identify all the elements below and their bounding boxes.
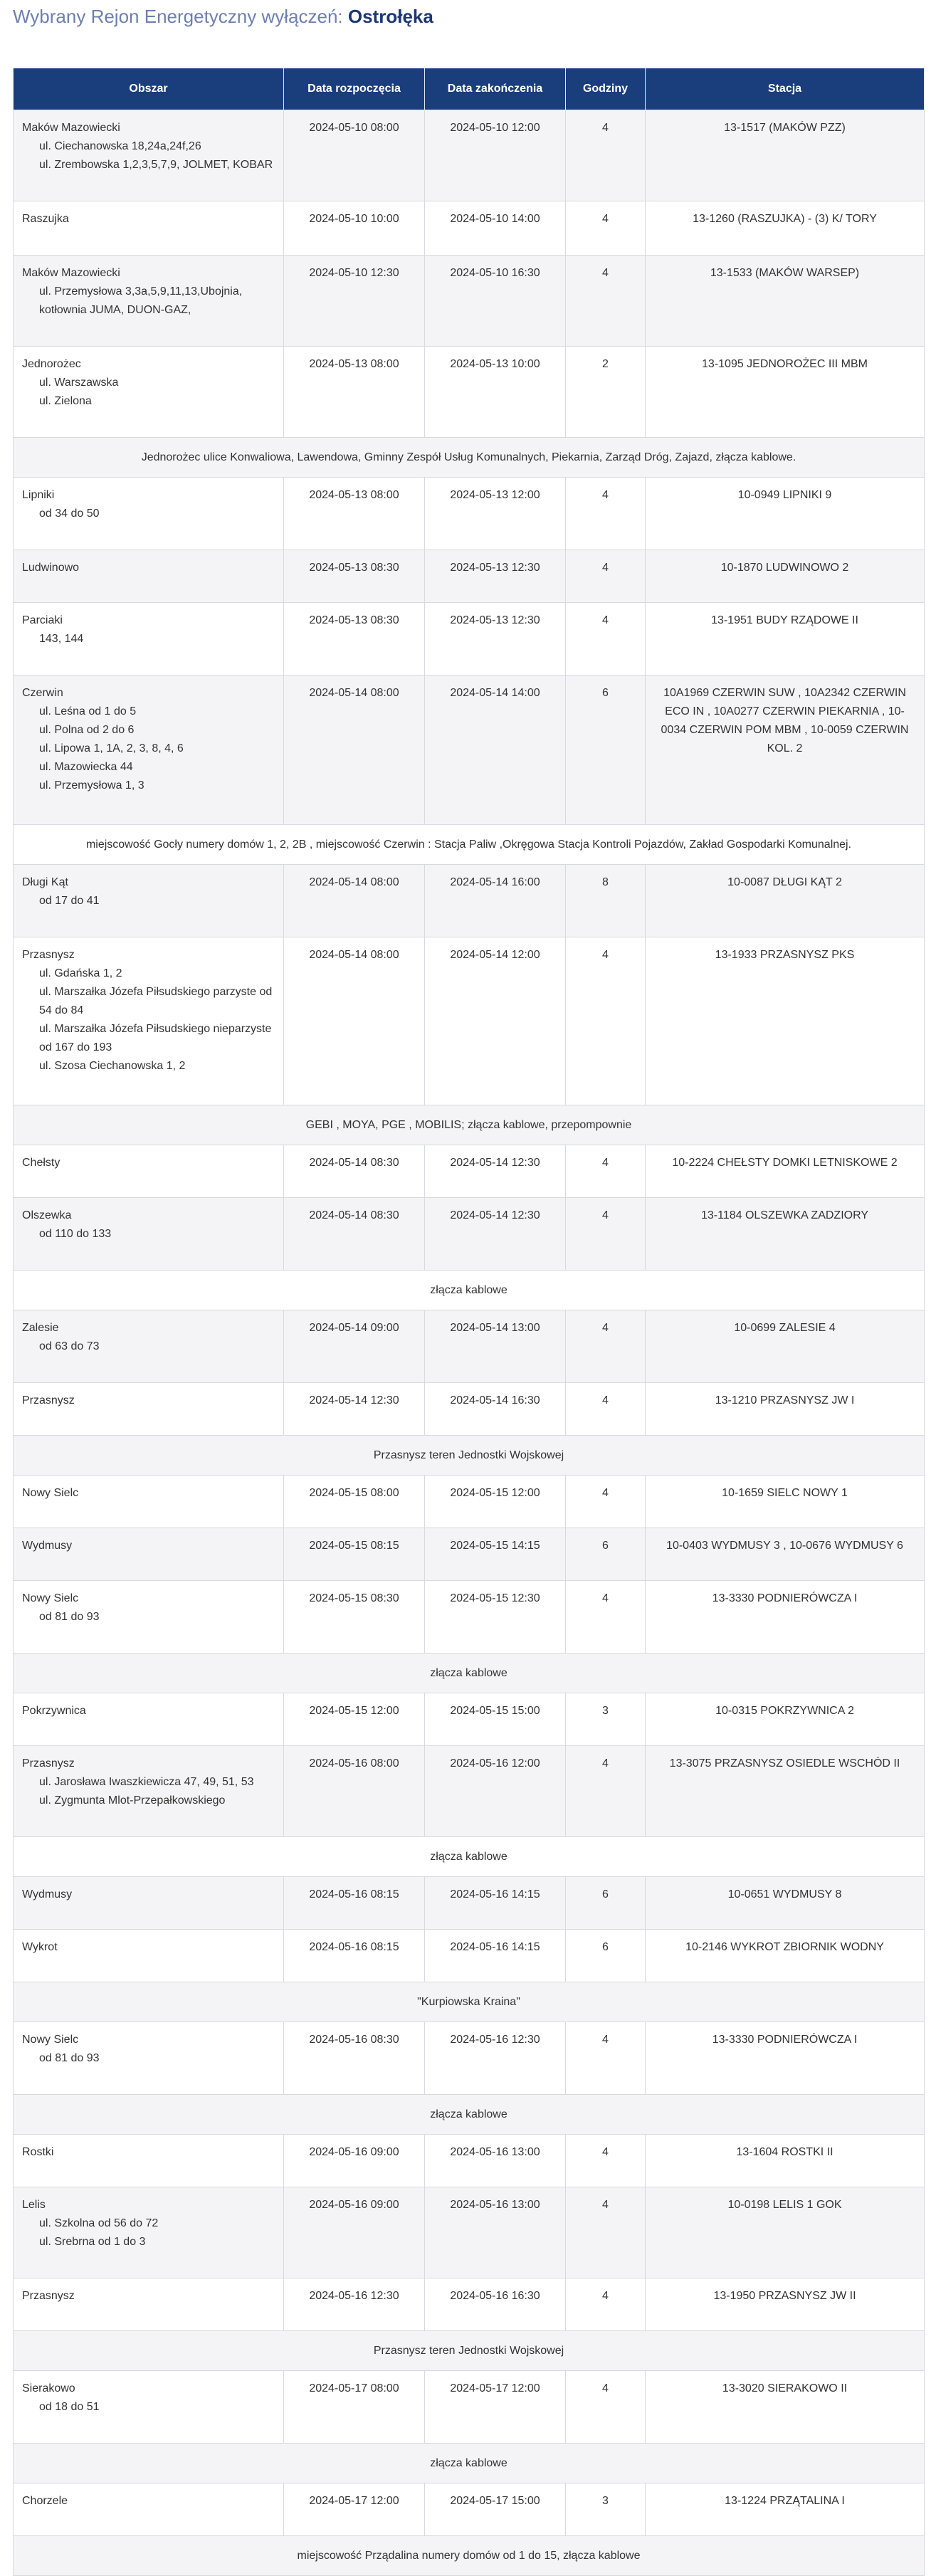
end-date-cell: 2024-05-10 14:00	[425, 201, 566, 256]
start-date-cell: 2024-05-10 10:00	[284, 201, 425, 256]
station-cell: 13-3020 SIERAKOWO II	[646, 2371, 925, 2444]
end-date-cell: 2024-05-14 14:00	[425, 675, 566, 825]
street-line: ul. Lipowa 1, 1A, 2, 3, 8, 4, 6	[39, 742, 184, 755]
table-row	[14, 347, 925, 438]
note-cell: GEBI , MOYA, PGE , MOBILIS; złącza kablowe, przepompownie	[14, 1105, 925, 1145]
table-row	[14, 2135, 925, 2187]
start-date-cell: 2024-05-17 12:00	[284, 2483, 425, 2536]
table-note-row	[14, 825, 925, 865]
area-cell	[14, 2483, 284, 2536]
area-cell	[14, 256, 284, 347]
start-date-cell: 2024-05-14 09:00	[284, 1310, 425, 1383]
table-note-row	[14, 438, 925, 478]
street-line: od 63 do 73	[39, 1340, 100, 1352]
end-date-cell: 2024-05-10 12:00	[425, 110, 566, 201]
start-date-cell: 2024-05-10 12:30	[284, 256, 425, 347]
start-date-cell: 2024-05-10 08:00	[284, 110, 425, 201]
area-cell	[14, 550, 284, 603]
street-line: ul. Srebrna od 1 do 3	[39, 2236, 146, 2248]
hours-cell: 4	[566, 2371, 646, 2444]
area-name: Długi Kąt	[22, 876, 68, 888]
start-date-cell: 2024-05-16 08:15	[284, 1877, 425, 1930]
hours-cell: 4	[566, 1476, 646, 1528]
area-name: Maków Mazowiecki	[22, 122, 120, 134]
street-line: od 18 do 51	[39, 2401, 100, 2413]
hours-cell: 4	[566, 2187, 646, 2278]
area-cell	[14, 1145, 284, 1198]
table-row	[14, 603, 925, 675]
area-name: Czerwin	[22, 687, 63, 699]
area-cell	[14, 603, 284, 675]
column-header-hours[interactable]: Godziny	[566, 68, 646, 110]
hours-cell: 4	[566, 201, 646, 256]
area-name: Pokrzywnica	[22, 1705, 86, 1717]
street-line: ul. Zrembowska 1,2,3,5,7,9, JOLMET, KOBAR	[39, 159, 273, 171]
hours-cell: 4	[566, 478, 646, 550]
area-name: Sierakowo	[22, 2382, 75, 2394]
start-date-cell: 2024-05-16 12:30	[284, 2278, 425, 2331]
street-line: ul. Szkolna od 56 do 72	[39, 2217, 159, 2229]
start-date-cell: 2024-05-14 08:00	[284, 865, 425, 937]
hours-cell: 6	[566, 1930, 646, 1982]
start-date-cell: 2024-05-15 12:00	[284, 1693, 425, 1746]
station-cell: 13-3330 PODNIERÓWCZA I	[646, 2022, 925, 2095]
area-cell	[14, 865, 284, 937]
area-cell	[14, 201, 284, 256]
street-line: ul. Polna od 2 do 6	[39, 724, 135, 736]
street-line: ul. Gdańska 1, 2	[39, 967, 122, 979]
station-cell: 13-1950 PRZASNYSZ JW II	[646, 2278, 925, 2331]
start-date-cell: 2024-05-13 08:00	[284, 347, 425, 438]
start-date-cell: 2024-05-13 08:30	[284, 603, 425, 675]
hours-cell: 4	[566, 256, 646, 347]
hours-cell: 4	[566, 2278, 646, 2331]
table-row	[14, 1746, 925, 1837]
area-name: Wydmusy	[22, 1888, 73, 1901]
station-cell: 10-0315 POKRZYWNICA 2	[646, 1693, 925, 1746]
station-cell: 13-3075 PRZASNYSZ OSIEDLE WSCHÓD II	[646, 1746, 925, 1837]
region-name: Ostrołęka	[347, 6, 433, 27]
street-line: od 81 do 93	[39, 2052, 100, 2064]
area-name: Olszewka	[22, 1209, 72, 1221]
table-row	[14, 256, 925, 347]
table-note-row	[14, 2095, 925, 2135]
hours-cell: 4	[566, 1310, 646, 1383]
area-name: Przasnysz	[22, 1757, 75, 1770]
station-cell: 13-1260 (RASZUJKA) - (3) K/ TORY	[646, 201, 925, 256]
area-cell	[14, 2187, 284, 2278]
end-date-cell: 2024-05-16 14:15	[425, 1877, 566, 1930]
street-line: ul. Marszałka Józefa Piłsudskiego nieparzyste od 167 do 193	[39, 1023, 272, 1053]
table-row	[14, 550, 925, 603]
table-row	[14, 2022, 925, 2095]
table-note-row	[14, 2444, 925, 2483]
hours-cell: 4	[566, 603, 646, 675]
table-row	[14, 2371, 925, 2444]
table-row	[14, 110, 925, 201]
table-header-row	[14, 68, 925, 110]
end-date-cell: 2024-05-15 12:30	[425, 1581, 566, 1654]
area-name: Nowy Sielc	[22, 1487, 79, 1499]
table-row	[14, 865, 925, 937]
station-cell: 13-1210 PRZASNYSZ JW I	[646, 1383, 925, 1436]
table-note-row	[14, 1982, 925, 2022]
column-header-station[interactable]: Stacja	[646, 68, 925, 110]
station-cell: 10-0087 DŁUGI KĄT 2	[646, 865, 925, 937]
table-note-row	[14, 1436, 925, 1476]
table-note-row	[14, 1105, 925, 1145]
hours-cell: 6	[566, 1528, 646, 1581]
hours-cell: 2	[566, 347, 646, 438]
column-header-area[interactable]: Obszar	[14, 68, 284, 110]
area-cell	[14, 1930, 284, 1982]
area-name: Jednorożec	[22, 358, 81, 370]
end-date-cell: 2024-05-17 15:00	[425, 2483, 566, 2536]
note-cell: "Kurpiowska Kraina"	[14, 1982, 925, 2022]
area-name: Przasnysz	[22, 949, 75, 961]
area-name: Chorzele	[22, 2495, 68, 2507]
start-date-cell: 2024-05-14 08:30	[284, 1145, 425, 1198]
note-cell: złącza kablowe	[14, 2444, 925, 2483]
start-date-cell: 2024-05-16 09:00	[284, 2187, 425, 2278]
table-row	[14, 1693, 925, 1746]
end-date-cell: 2024-05-16 16:30	[425, 2278, 566, 2331]
street-line: 143, 144	[39, 633, 84, 645]
street-line: ul. Przemysłowa 1, 3	[39, 779, 144, 792]
street-line: ul. Marszałka Józefa Piłsudskiego parzyste od 54 do 84	[39, 986, 273, 1016]
hours-cell: 4	[566, 550, 646, 603]
table-row	[14, 2278, 925, 2331]
hours-cell: 4	[566, 1746, 646, 1837]
table-row	[14, 1528, 925, 1581]
hours-cell: 4	[566, 2022, 646, 2095]
note-cell: złącza kablowe	[14, 1271, 925, 1310]
start-date-cell: 2024-05-14 08:30	[284, 1198, 425, 1271]
table-note-row	[14, 2536, 925, 2576]
table-body	[14, 110, 925, 2576]
area-cell	[14, 1310, 284, 1383]
area-cell	[14, 2022, 284, 2095]
street-line: od 17 do 41	[39, 895, 100, 907]
area-name: Maków Mazowiecki	[22, 267, 120, 279]
street-line: ul. Ciechanowska 18,24a,24f,26	[39, 140, 201, 152]
area-cell	[14, 1693, 284, 1746]
table-row	[14, 937, 925, 1105]
table-row	[14, 1198, 925, 1271]
end-date-cell: 2024-05-15 12:00	[425, 1476, 566, 1528]
area-name: Przasnysz	[22, 2290, 75, 2302]
street-line: od 34 do 50	[39, 508, 100, 520]
station-cell: 13-1184 OLSZEWKA ZADZIORY	[646, 1198, 925, 1271]
street-line: od 81 do 93	[39, 1611, 100, 1623]
outages-table	[13, 68, 925, 2576]
area-name: Rostki	[22, 2146, 54, 2158]
table-row	[14, 1310, 925, 1383]
note-cell: Jednorożec ulice Konwaliowa, Lawendowa, Gminny Zespół Usług Komunalnych, Piekarnia, Zarząd Dróg, Zajazd, złącza kablowe.	[14, 438, 925, 478]
table-note-row	[14, 1271, 925, 1310]
start-date-cell: 2024-05-13 08:30	[284, 550, 425, 603]
start-date-cell: 2024-05-15 08:00	[284, 1476, 425, 1528]
table-row	[14, 1145, 925, 1198]
area-name: Nowy Sielc	[22, 2034, 79, 2046]
station-cell: 13-1604 ROSTKI II	[646, 2135, 925, 2187]
area-cell	[14, 1383, 284, 1436]
station-cell: 13-3330 PODNIERÓWCZA I	[646, 1581, 925, 1654]
station-cell: 10-1659 SIELC NOWY 1	[646, 1476, 925, 1528]
area-cell	[14, 1476, 284, 1528]
station-cell: 10-0198 LELIS 1 GOK	[646, 2187, 925, 2278]
note-cell: złącza kablowe	[14, 2095, 925, 2135]
table-row	[14, 1930, 925, 1982]
hours-cell: 4	[566, 1145, 646, 1198]
end-date-cell: 2024-05-14 12:30	[425, 1198, 566, 1271]
start-date-cell: 2024-05-15 08:15	[284, 1528, 425, 1581]
area-name: Wykrot	[22, 1941, 58, 1953]
street-line: ul. Szosa Ciechanowska 1, 2	[39, 1060, 186, 1072]
table-row	[14, 478, 925, 550]
table-row	[14, 1383, 925, 1436]
start-date-cell: 2024-05-14 08:00	[284, 937, 425, 1105]
hours-cell: 4	[566, 1198, 646, 1271]
note-cell: złącza kablowe	[14, 1837, 925, 1877]
area-cell	[14, 1528, 284, 1581]
table-row	[14, 1476, 925, 1528]
station-cell: 13-1933 PRZASNYSZ PKS	[646, 937, 925, 1105]
station-cell: 13-1533 (MAKÓW WARSEP)	[646, 256, 925, 347]
page-title	[13, 4, 433, 28]
table-row	[14, 1877, 925, 1930]
station-cell: 13-1517 (MAKÓW PZZ)	[646, 110, 925, 201]
street-line: ul. Zielona	[39, 395, 92, 407]
hours-cell: 4	[566, 110, 646, 201]
area-cell	[14, 478, 284, 550]
area-name: Zalesie	[22, 1322, 59, 1334]
area-cell	[14, 347, 284, 438]
station-cell: 13-1095 JEDNOROŻEC III MBM	[646, 347, 925, 438]
table-row	[14, 1581, 925, 1654]
area-name: Nowy Sielc	[22, 1592, 79, 1604]
end-date-cell: 2024-05-13 10:00	[425, 347, 566, 438]
hours-cell: 4	[566, 2135, 646, 2187]
start-date-cell: 2024-05-16 08:15	[284, 1930, 425, 1982]
area-cell	[14, 2135, 284, 2187]
street-line: ul. Leśna od 1 do 5	[39, 705, 137, 717]
end-date-cell: 2024-05-14 12:00	[425, 937, 566, 1105]
station-cell: 10-2224 CHEŁSTY DOMKI LETNISKOWE 2	[646, 1145, 925, 1198]
street-line: kotłownia JUMA, DUON-GAZ,	[39, 304, 191, 316]
hours-cell: 6	[566, 1877, 646, 1930]
station-cell: 10-2146 WYKROT ZBIORNIK WODNY	[646, 1930, 925, 1982]
note-cell: miejscowość Prządalina numery domów od 1 do 15, złącza kablowe	[14, 2536, 925, 2576]
end-date-cell: 2024-05-13 12:00	[425, 478, 566, 550]
hours-cell: 3	[566, 2483, 646, 2536]
table-note-row	[14, 1654, 925, 1693]
table-row	[14, 2483, 925, 2536]
end-date-cell: 2024-05-14 13:00	[425, 1310, 566, 1383]
street-line: ul. Jarosława Iwaszkiewicza 47, 49, 51, 53	[39, 1776, 254, 1788]
note-cell: Przasnysz teren Jednostki Wojskowej	[14, 1436, 925, 1476]
station-cell: 10A1969 CZERWIN SUW , 10A2342 CZERWIN ECO IN , 10A0277 CZERWIN PIEKARNIA , 10-0034 CZERWIN POM MBM , 10-0059 CZERWIN KOL. 2	[646, 675, 925, 825]
end-date-cell: 2024-05-16 13:00	[425, 2187, 566, 2278]
area-cell	[14, 1198, 284, 1271]
area-name: Raszujka	[22, 213, 69, 225]
start-date-cell: 2024-05-16 09:00	[284, 2135, 425, 2187]
hours-cell: 6	[566, 675, 646, 825]
start-date-cell: 2024-05-17 08:00	[284, 2371, 425, 2444]
start-date-cell: 2024-05-16 08:00	[284, 1746, 425, 1837]
area-cell	[14, 675, 284, 825]
street-line: ul. Warszawska	[39, 377, 119, 389]
hours-cell: 4	[566, 937, 646, 1105]
end-date-cell: 2024-05-16 13:00	[425, 2135, 566, 2187]
area-cell	[14, 1746, 284, 1837]
table-row	[14, 675, 925, 825]
title-prefix: Wybrany Rejon Energetyczny wyłączeń:	[13, 6, 343, 27]
table-note-row	[14, 1837, 925, 1877]
station-cell: 10-1870 LUDWINOWO 2	[646, 550, 925, 603]
start-date-cell: 2024-05-13 08:00	[284, 478, 425, 550]
end-date-cell: 2024-05-14 16:00	[425, 865, 566, 937]
note-cell: złącza kablowe	[14, 1654, 925, 1693]
end-date-cell: 2024-05-14 12:30	[425, 1145, 566, 1198]
street-line: ul. Mazowiecka 44	[39, 761, 133, 773]
end-date-cell: 2024-05-17 12:00	[425, 2371, 566, 2444]
end-date-cell: 2024-05-13 12:30	[425, 603, 566, 675]
table-note-row	[14, 2331, 925, 2371]
end-date-cell: 2024-05-16 12:00	[425, 1746, 566, 1837]
end-date-cell: 2024-05-10 16:30	[425, 256, 566, 347]
area-cell	[14, 1877, 284, 1930]
station-cell: 10-0403 WYDMUSY 3 , 10-0676 WYDMUSY 6	[646, 1528, 925, 1581]
column-header-end-date[interactable]: Data zakończenia	[425, 68, 566, 110]
area-cell	[14, 110, 284, 201]
end-date-cell: 2024-05-15 15:00	[425, 1693, 566, 1746]
hours-cell: 4	[566, 1383, 646, 1436]
hours-cell: 4	[566, 1581, 646, 1654]
station-cell: 13-1224 PRZĄTALINA I	[646, 2483, 925, 2536]
area-cell	[14, 1581, 284, 1654]
end-date-cell: 2024-05-14 16:30	[425, 1383, 566, 1436]
start-date-cell: 2024-05-14 12:30	[284, 1383, 425, 1436]
station-cell: 10-0949 LIPNIKI 9	[646, 478, 925, 550]
end-date-cell: 2024-05-16 14:15	[425, 1930, 566, 1982]
area-cell	[14, 2278, 284, 2331]
start-date-cell: 2024-05-16 08:30	[284, 2022, 425, 2095]
end-date-cell: 2024-05-16 12:30	[425, 2022, 566, 2095]
station-cell: 13-1951 BUDY RZĄDOWE II	[646, 603, 925, 675]
note-cell: miejscowość Gocły numery domów 1, 2, 2B , miejscowość Czerwin : Stacja Paliw ,Okręgowa Stacja Kontroli Pojazdów, Zakład Gospodarki Komunalnej.	[14, 825, 925, 865]
street-line: od 110 do 133	[39, 1228, 112, 1240]
area-cell	[14, 2371, 284, 2444]
area-name: Wydmusy	[22, 1540, 73, 1552]
table-row	[14, 2187, 925, 2278]
station-cell: 10-0651 WYDMUSY 8	[646, 1877, 925, 1930]
street-line: ul. Zygmunta Mlot-Przepałkowskiego	[39, 1794, 226, 1807]
column-header-start-date[interactable]: Data rozpoczęcia	[284, 68, 425, 110]
area-name: Parciaki	[22, 614, 63, 626]
start-date-cell: 2024-05-15 08:30	[284, 1581, 425, 1654]
note-cell: Przasnysz teren Jednostki Wojskowej	[14, 2331, 925, 2371]
area-name: Chełsty	[22, 1157, 61, 1169]
table-row	[14, 201, 925, 256]
station-cell: 10-0699 ZALESIE 4	[646, 1310, 925, 1383]
street-line: ul. Przemysłowa 3,3a,5,9,11,13,Ubojnia,	[39, 285, 243, 298]
end-date-cell: 2024-05-15 14:15	[425, 1528, 566, 1581]
area-name: Ludwinowo	[22, 562, 80, 574]
area-name: Przasnysz	[22, 1394, 75, 1407]
start-date-cell: 2024-05-14 08:00	[284, 675, 425, 825]
area-name: Lipniki	[22, 489, 55, 501]
end-date-cell: 2024-05-13 12:30	[425, 550, 566, 603]
hours-cell: 8	[566, 865, 646, 937]
hours-cell: 3	[566, 1693, 646, 1746]
area-cell	[14, 937, 284, 1105]
area-name: Lelis	[22, 2199, 46, 2211]
